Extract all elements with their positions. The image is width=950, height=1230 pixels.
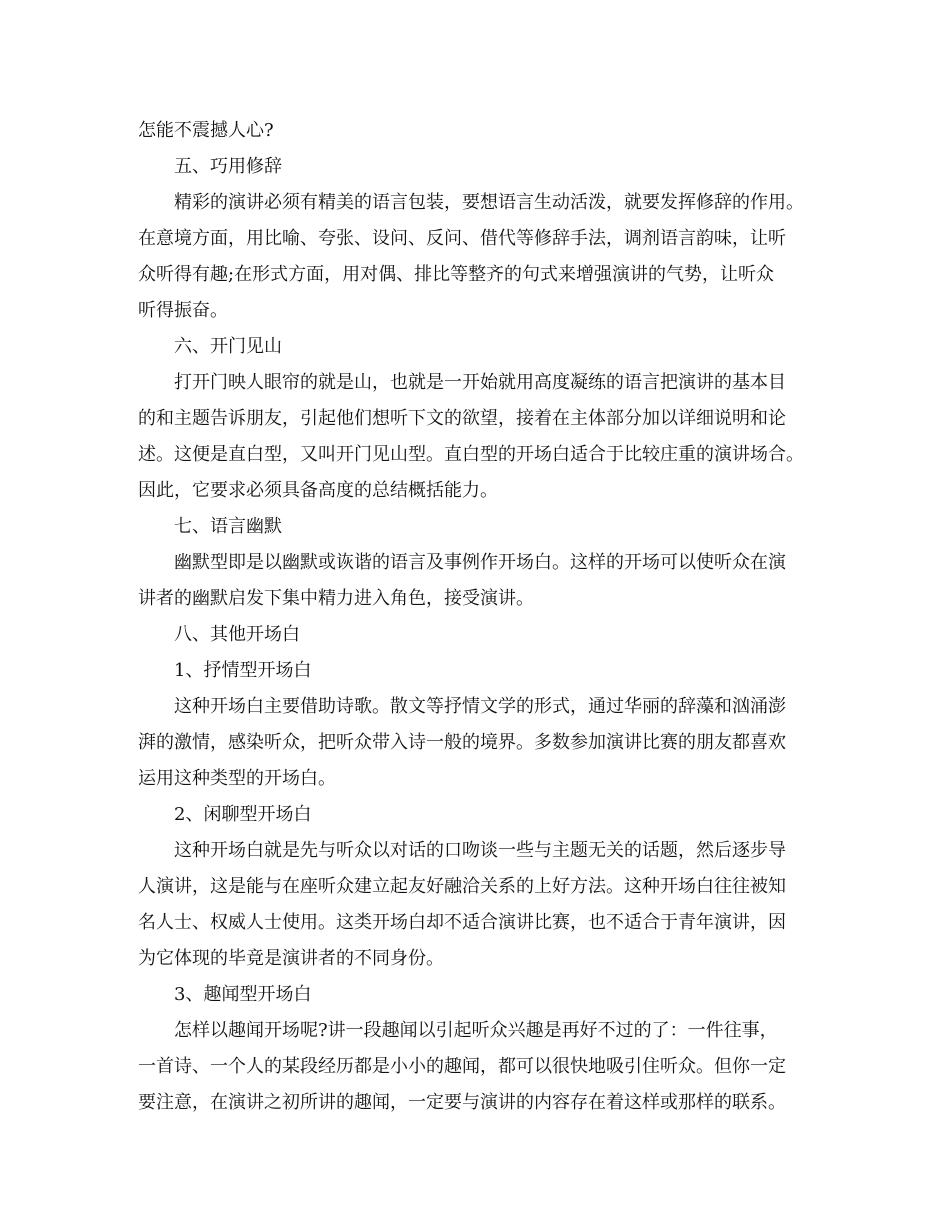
text-line: 七、语言幽默 [174,516,282,537]
text-line: 的和主题告诉朋友，引起他们想听下文的欲望，接着在主体部分加以详细说明和论 [138,408,786,429]
text-line: 要注意，在演讲之初所讲的趣闻，一定要与演讲的内容存在着这样或那样的联系。 [138,1092,786,1113]
text-line: 1、抒情型开场白 [174,660,312,681]
text-line: 听得振奋。 [138,300,228,321]
text-line: 因此，它要求必须具备高度的总结概括能力。 [138,480,498,501]
text-line: 讲者的幽默启发下集中精力进入角色，接受演讲。 [138,588,534,609]
text-line: 怎能不震撼人心? [138,120,274,141]
text-line: 这种开场白就是先与听众以对话的口吻谈一些与主题无关的话题，然后逐步导 [174,840,786,861]
text-line: 湃的激情，感染听众，把听众带入诗一般的境界。多数参加演讲比赛的朋友都喜欢 [138,732,786,753]
text-line: 八、其他开场白 [174,624,300,645]
text-line: 精彩的演讲必须有精美的语言包装，要想语言生动活泼，就要发挥修辞的作用。 [174,192,804,213]
text-line: 这种开场白主要借助诗歌。散文等抒情文学的形式，通过华丽的辞藻和汹涌澎 [174,696,786,717]
text-line: 2、闲聊型开场白 [174,804,312,825]
text-line: 在意境方面，用比喻、夸张、设问、反问、借代等修辞手法，调剂语言韵味，让听 [138,228,786,249]
text-line: 人演讲，这是能与在座听众建立起友好融洽关系的上好方法。这种开场白往往被知 [138,876,786,897]
text-line: 名人士、权威人士使用。这类开场白却不适合演讲比赛，也不适合于青年演讲，因 [138,912,786,933]
text-line: 一首诗、一个人的某段经历都是小小的趣闻，都可以很快地吸引住听众。但你一定 [138,1056,786,1077]
text-line: 为它体现的毕竟是演讲者的不同身份。 [138,948,444,969]
text-line: 幽默型即是以幽默或诙谐的语言及事例作开场白。这样的开场可以使听众在演 [174,552,786,573]
text-line: 六、开门见山 [174,336,282,357]
text-line: 述。这便是直白型，又叫开门见山型。直白型的开场白适合于比较庄重的演讲场合。 [138,444,804,465]
text-line: 众听得有趣;在形式方面，用对偶、排比等整齐的句式来增强演讲的气势，让听众 [138,264,775,285]
text-line: 五、巧用修辞 [174,156,282,177]
text-line: 怎样以趣闻开场呢?讲一段趣闻以引起听众兴趣是再好不过的了：一件往事， [174,1020,778,1041]
text-line: 打开门映人眼帘的就是山，也就是一开始就用高度凝练的语言把演讲的基本目 [174,372,786,393]
document-body [138,113,810,1121]
text-line: 3、趣闻型开场白 [174,984,312,1005]
text-line: 运用这种类型的开场白。 [138,768,336,789]
